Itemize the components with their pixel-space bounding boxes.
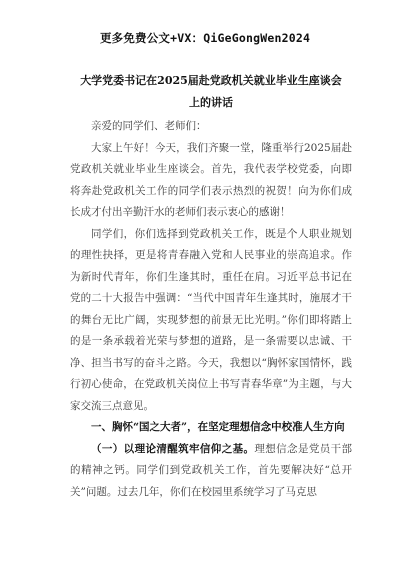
subsection-paragraph: [70, 439, 352, 504]
subsection-text: 理想信念是党员干部的精神之钙。同学们到党政机关工作，首先要解决好“总开关”问题。过去几年，你们在校园里系统学习了马克思: [70, 442, 353, 498]
document-title: 大学党委书记在2025届赴党政机关就业毕业生座谈会上的讲话: [80, 74, 342, 109]
watermark-banner: 更多免费公文+VX：QiGeGongWen2024: [99, 31, 311, 45]
paragraph-opening: 大家上午好！今天，我们齐聚一堂，隆重举行2025届赴党政机关就业毕业生座谈会。首先，我代表学校党委，向即将奔赴党政机关工作的同学们表示热烈的祝贺！向为你们成长成才付出辛勤汗水的老师们表示衷心的感谢！: [70, 141, 352, 218]
paragraph-theme: 同学们，你们选择到党政机关工作，既是个人职业规划的理性抉择，更是将青春融入党和人民事业的崇高追求。作为新时代青年，你们生逢其时，重任在肩。习近平总书记在党的二十大报告中强调：“当代中国青年生逢其时，施展才干的舞台无比广阔，实现梦想的前景无比光明。”你们即将踏上的是一条承载着光荣与梦想的道路，是一条需要以忠诚、干净、担当书写的奋斗之路。今天，我想以“胸怀家国情怀，践行初心使命，在党政机关岗位上书写青春华章”为主题，与大家交流三点意见。: [70, 227, 352, 412]
salutation: 亲爱的同学们、老师们：: [91, 120, 207, 132]
subsection-label: （一）以理论清醒筑牢信仰之基。: [91, 442, 255, 455]
section-heading: 一、胸怀“国之大者”，在坚定理想信念中校准人生方向: [91, 421, 345, 433]
document-body: [70, 116, 352, 503]
